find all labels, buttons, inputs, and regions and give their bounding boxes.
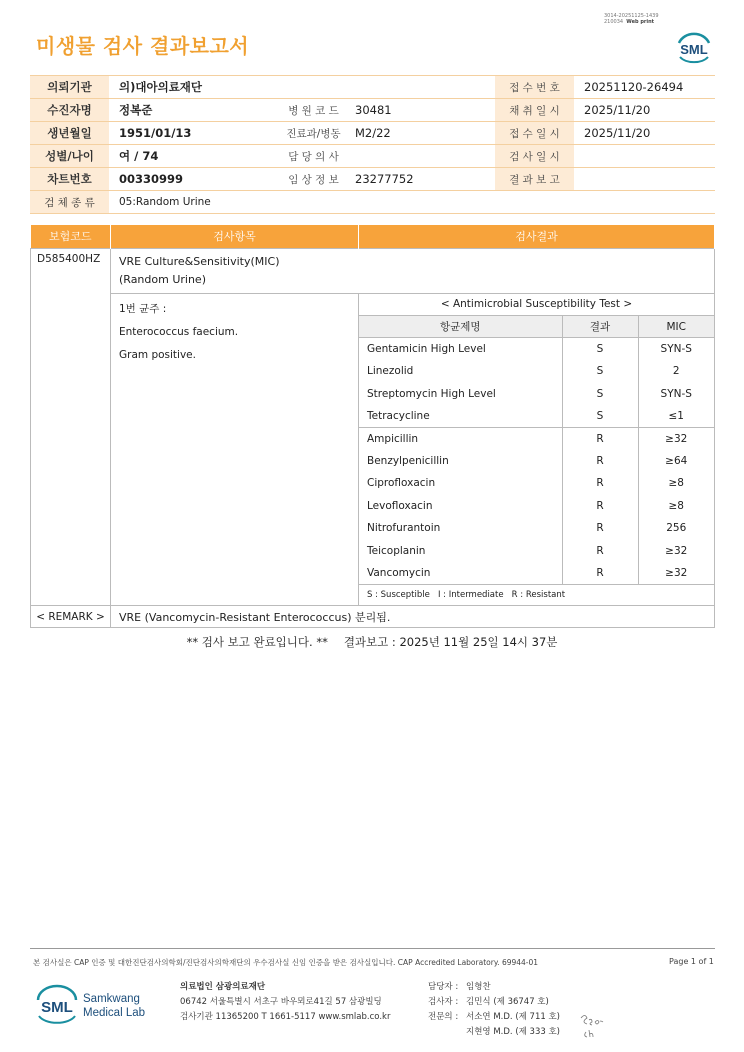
drug-result: S — [562, 338, 638, 360]
specimen-type: 05:Random Urine — [109, 191, 715, 214]
staff-row — [428, 1010, 560, 1025]
receipt-date: 2025/11/20 — [574, 122, 715, 145]
gram-stain: Gram positive. — [119, 348, 196, 361]
drug-name: Levofloxacin — [367, 499, 433, 512]
info-label: 임 상 정 보 — [282, 168, 345, 191]
header-test-item: 검사항목 — [111, 225, 359, 248]
svg-text:Samkwang: Samkwang — [83, 993, 140, 1005]
info-label: 성별/나이 — [30, 145, 109, 168]
header-insurance-code: 보험코드 — [31, 225, 111, 248]
staff-role: 검사자 : — [428, 997, 459, 1007]
drug-name: Tetracycline — [367, 410, 430, 422]
corporation-address: 06742 서울특별시 서초구 바우뫼로41길 57 삼광빌딩 — [180, 997, 382, 1007]
doc-id-print: Web print — [626, 19, 655, 25]
ast-row — [359, 338, 714, 360]
drug-mic: ≤1 — [638, 405, 714, 427]
staff-role: 전문의 : — [428, 1012, 459, 1022]
clinical-info: 23277752 — [345, 168, 495, 191]
ast-row — [359, 562, 714, 584]
drug-result: S — [562, 360, 638, 382]
info-label: 생년월일 — [30, 122, 109, 145]
ast-header-result: 결과 — [562, 316, 638, 338]
staff-row — [428, 1025, 560, 1040]
samkwang-logo-icon — [36, 982, 154, 1026]
info-row — [30, 76, 715, 99]
drug-result: R — [562, 517, 638, 539]
drug-mic: ≥32 — [638, 427, 714, 449]
page-title: 미생물 검사 결과보고서 — [36, 34, 250, 58]
ast-row — [359, 495, 714, 517]
info-label: 차트번호 — [30, 168, 109, 191]
ast-legend: S : Susceptible I : Intermediate R : Resistant — [359, 584, 714, 605]
drug-name: Benzylpenicillin — [367, 455, 449, 468]
results-table — [30, 225, 715, 628]
ast-row — [359, 472, 714, 494]
test-item-name: VRE Culture&Sensitivity(MIC) — [119, 254, 280, 268]
info-row — [30, 122, 715, 145]
corporation-info — [180, 980, 390, 1025]
sml-logo-icon — [674, 26, 714, 66]
drug-name: Nitrofurantoin — [367, 522, 441, 535]
doc-id-line1: 3014-20251125-1439 — [604, 13, 659, 19]
signature-icon — [578, 1010, 608, 1040]
ast-container — [359, 293, 715, 606]
info-label: 진료과/병동 — [282, 122, 345, 145]
birth-date: 1951/01/13 — [109, 122, 282, 145]
drug-result: S — [562, 383, 638, 405]
organism-row — [31, 293, 715, 606]
staff-info — [428, 980, 560, 1040]
drug-mic: 256 — [638, 517, 714, 539]
info-label: 접 수 일 시 — [495, 122, 574, 145]
drug-mic: 2 — [638, 360, 714, 382]
drug-result: R — [562, 539, 638, 561]
info-label: 채 취 일 시 — [495, 99, 574, 122]
test-item — [111, 248, 715, 293]
ast-legend-row — [359, 584, 714, 605]
report-time: 결과보고 : 2025년 11월 25일 14시 37분 — [343, 635, 558, 649]
drug-name: Ampicillin — [359, 427, 562, 449]
organism-name: Enterococcus faecium. — [119, 325, 239, 338]
drug-mic: ≥8 — [638, 495, 714, 517]
drug-mic: ≥8 — [638, 472, 714, 494]
staff-name: 임형찬 — [466, 982, 491, 992]
info-row — [30, 191, 715, 214]
svg-text:Medical Lab: Medical Lab — [83, 1007, 146, 1019]
ast-header-drug: 항균제명 — [359, 316, 562, 338]
completion-notice — [0, 634, 744, 650]
drug-name: Streptomycin High Level — [367, 387, 496, 400]
organism-info — [111, 293, 359, 606]
ast-row — [359, 539, 714, 561]
accession-number: 20251120-26494 — [574, 76, 715, 99]
info-label: 접 수 번 호 — [495, 76, 574, 99]
drug-name: Teicoplanin — [367, 544, 426, 557]
drug-mic: SYN-S — [638, 383, 714, 405]
organism-label: 1번 균주 : — [119, 302, 167, 315]
certification-text: 본 검사실은 CAP 인증 및 대한진단검사의학회/진단검사의학재단의 우수검사실 신임 인증을 받은 검사실입니다. CAP Accredited Laboratory. 69944-01 — [33, 958, 539, 967]
drug-result: R — [562, 450, 638, 472]
hospital-code: 30481 — [345, 99, 495, 122]
staff-name: 지현영 M.D. (제 333 호) — [466, 1027, 561, 1037]
staff-role: 담당자 : — [428, 982, 459, 992]
remark-text: VRE (Vancomycin-Resistant Enterococcus) 분리됨. — [111, 606, 715, 628]
info-label: 담 당 의 사 — [282, 145, 345, 168]
patient-info-table — [30, 75, 715, 214]
ast-header-row — [359, 316, 714, 338]
ast-row — [359, 450, 714, 472]
svg-text:SML: SML — [41, 999, 73, 1016]
completion-text: ** 검사 보고 완료입니다. ** — [186, 635, 328, 649]
ast-row — [359, 427, 714, 449]
patient-name: 정복준 — [109, 99, 282, 122]
drug-name: Vancomycin — [367, 566, 431, 579]
drug-mic: SYN-S — [638, 338, 714, 360]
drug-result: R — [562, 427, 638, 449]
ast-table — [359, 294, 714, 606]
drug-mic: ≥32 — [638, 539, 714, 561]
svg-text:SML: SML — [680, 42, 708, 57]
test-date — [574, 145, 715, 168]
drug-name: Ciprofloxacin — [367, 477, 436, 490]
drug-result: S — [562, 405, 638, 427]
ast-row — [359, 405, 714, 427]
info-row — [30, 145, 715, 168]
staff-row — [428, 995, 560, 1010]
remark-row — [31, 606, 715, 628]
footer-divider — [30, 948, 715, 949]
drug-result: R — [562, 495, 638, 517]
drug-name: Gentamicin High Level — [367, 343, 486, 356]
corporation-name: 의료법인 삼광의료재단 — [180, 982, 266, 992]
staff-role — [428, 1025, 466, 1040]
staff-row — [428, 980, 560, 995]
info-row — [30, 168, 715, 191]
remark-label: < REMARK > — [31, 606, 111, 628]
ast-row — [359, 383, 714, 405]
ast-title: < Antimicrobial Susceptibility Test > — [359, 294, 714, 316]
info-row — [30, 99, 715, 122]
results-header — [31, 225, 715, 248]
attending-doctor — [345, 145, 495, 168]
result-report — [574, 168, 715, 191]
test-item-specimen: (Random Urine) — [119, 272, 206, 286]
doc-id-code: 210034 — [604, 19, 624, 25]
referring-institution: 의)대아의료재단 — [109, 76, 495, 99]
info-label: 검 체 종 류 — [30, 191, 109, 214]
drug-name: Linezolid — [367, 365, 414, 378]
document-id — [604, 13, 659, 25]
collection-date: 2025/11/20 — [574, 99, 715, 122]
info-label: 수진자명 — [30, 99, 109, 122]
drug-mic: ≥32 — [638, 562, 714, 584]
staff-name: 서소연 M.D. (제 711 호) — [466, 1012, 561, 1022]
header-test-result: 검사결과 — [359, 225, 715, 248]
info-label: 검 사 일 시 — [495, 145, 574, 168]
corporation-contact: 검사기관 11365200 T 1661-5117 www.smlab.co.kr — [180, 1012, 391, 1022]
results-row — [31, 248, 715, 293]
department-ward: M2/22 — [345, 122, 495, 145]
drug-mic: ≥64 — [638, 450, 714, 472]
ast-header-mic: MIC — [638, 316, 714, 338]
sex-age: 여 / 74 — [109, 145, 282, 168]
ast-row — [359, 360, 714, 382]
info-label: 병 원 코 드 — [282, 99, 345, 122]
ast-title-row — [359, 294, 714, 316]
staff-name: 김민식 (제 36747 호) — [466, 997, 549, 1007]
ast-row — [359, 517, 714, 539]
drug-result: R — [562, 562, 638, 584]
info-label: 의뢰기관 — [30, 76, 109, 99]
insurance-code: D585400HZ — [31, 248, 111, 606]
chart-number: 00330999 — [109, 168, 282, 191]
info-label: 결 과 보 고 — [495, 168, 574, 191]
page-number: Page 1 of 1 — [669, 957, 714, 966]
drug-result: R — [562, 472, 638, 494]
